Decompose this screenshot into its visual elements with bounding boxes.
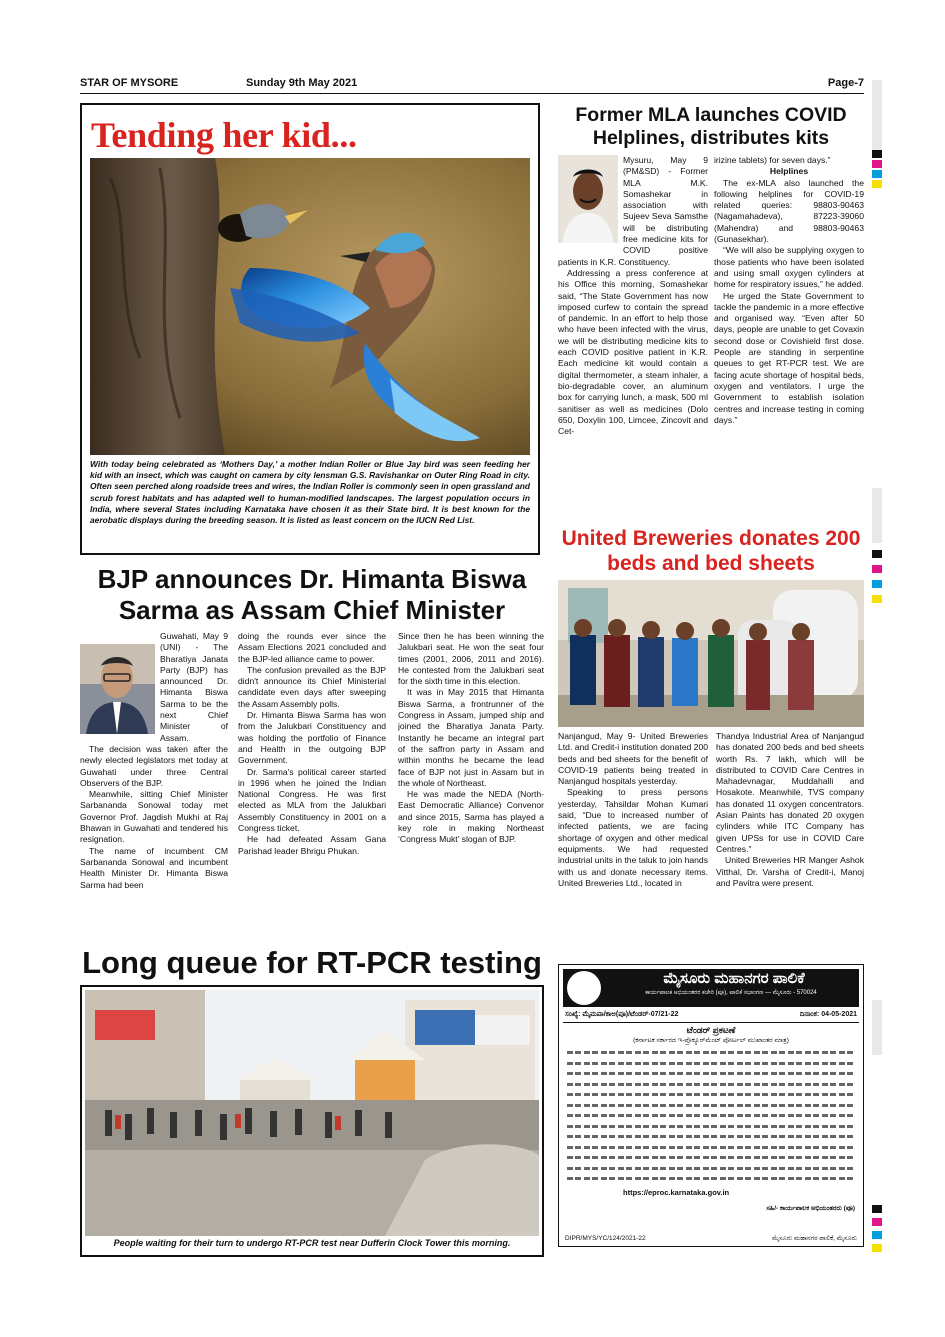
bjp-paragraph: The confusion prevailed as the BJP didn't announce its Chief Ministerial candidate even days after sweeping the Assam Assembly polls. xyxy=(238,664,386,709)
covid-kits-lead: Mysuru, May 9 (PM&SD) - Former MLA M.K. Somashekar in association with Sujeev Seva Samsthe will be distributing free medicine kits for COVID positive patients in K.R. Constituency. xyxy=(558,155,708,267)
covid-kits-paragraph: Addressing a press conference at his Office this morning, Somashekar said, “The State Government has now imposed curfew to contain the spread of pandemic. In an effort to help those who have been infected with the virus, we will be distributing medicine kits to each COVID positive patient in K.R. Each medicine kit would contain a digital thermometer, a steam inhaler, a bio-degradable cover, an aluminum box for carrying lunch, a mask, 500 ml sanitiser as well as medicines (Dolo 650, Doxylin 100, Limcee, Zincovit and Cet- xyxy=(558,267,708,437)
tender-notice-body xyxy=(567,1047,855,1184)
registration-mark-black xyxy=(872,1205,882,1213)
eproc-portal-link[interactable]: https://eproc.karnataka.gov.in xyxy=(623,1188,730,1197)
tender-notice-header xyxy=(563,969,859,1007)
covid-kits-paragraph: “We will also be supplying oxygen to those patients who have been isolated and using small oxygen cylinders at home for respiratory issues,” he added. xyxy=(714,245,864,290)
issue-date: Sunday 9th May 2021 xyxy=(246,77,358,89)
registration-mark-yellow xyxy=(872,595,882,603)
tender-signatory-office: ಮೈಸೂರು ಮಹಾನಗರ ಪಾಲಿಕೆ, ಮೈಸೂರು xyxy=(771,1235,857,1242)
united-breweries-paragraph: United Breweries HR Manger Ashok Vitthal, Dr. Varsha of Credit-i, Manoj and Pavitra were present. xyxy=(716,855,864,888)
rtpcr-photo-feature xyxy=(80,985,544,1257)
registration-bar xyxy=(872,1000,882,1055)
united-breweries-paragraph: Speaking to press persons yesterday, Tahsildar Mohan Kumari said, “Due to increased number of infected patients, we are facing shortage of oxygen and other medical equipments. We had requested industrial units in the taluk to join hands with us and donate necessary items. United Breweries Ltd., located in xyxy=(558,787,708,888)
helplines-paragraph: The ex-MLA also launched the following helplines for COVID-19 related queries: 98803-90463 (Nagamahadeva), 87223-39060 (Mahendra) and 98803-90463 (Gunasekhar). xyxy=(714,177,864,245)
bird-photo-feature xyxy=(80,103,540,555)
bjp-paragraph: Dr. Sarma's political career started in 1996 when he joined the Indian National Congress. He was first elected as MLA from the Jalukbari Assembly Constituency in 2001 on a Congress ticket. xyxy=(238,766,386,834)
united-breweries-column-2 xyxy=(716,731,864,955)
bjp-column-3 xyxy=(398,631,544,940)
registration-mark-black xyxy=(872,550,882,558)
covid-kits-column-2 xyxy=(714,155,864,521)
indian-roller-photo xyxy=(90,158,530,455)
tender-issuer-title: ಮೈಸೂರು ಮಹಾನಗರ ಪಾಲಿಕೆ xyxy=(663,970,805,987)
bjp-headline: BJP announces Dr. Himanta Biswa Sarma as Assam Chief Minister xyxy=(97,564,527,625)
registration-mark-magenta xyxy=(872,1218,882,1226)
helplines-subhead: Helplines xyxy=(769,166,809,177)
registration-bar xyxy=(872,488,882,543)
bjp-column-1 xyxy=(80,631,228,940)
bjp-paragraph: The decision was taken after the newly elected legislators met today at Guwahati under three Central Observers of the BJP. xyxy=(80,743,228,788)
tender-notice-subtitle: (ಕರ್ನಾಟಕ ಸರ್ಕಾರದ ಇ-ಪ್ರೊಕ್ಯೂರ್‌ಮೆಂಟ್ ಪೋರ್ಟಲ್ ಮುಖಾಂತರ ಮಾತ್ರ) xyxy=(633,1037,789,1044)
registration-mark-cyan xyxy=(872,580,882,588)
bjp-paragraph: He had defeated Assam Gana Parishad leader Bhrigu Phukan. xyxy=(238,834,386,856)
tender-notice xyxy=(558,964,864,1247)
dipr-number: DIPR/MYS/YC/124/2021-22 xyxy=(565,1235,646,1242)
tender-date: ದಿನಾಂಕ: 04-05-2021 xyxy=(799,1011,857,1018)
bjp-paragraph: Dr. Himanta Biswa Sarma has won from the Jalukbari Constituency and was holding the portfolio of Finance and Health in the outgoing BJP Government. xyxy=(238,710,386,766)
covid-kits-headline: Former MLA launches COVID Helplines, distributes kits xyxy=(575,104,847,149)
tender-notice-title: ಟೆಂಡರ್ ಪ್ರಕಟಣೆ xyxy=(686,1025,736,1035)
bjp-paragraph: doing the rounds ever since the Assam Elections 2021 concluded and the BJP-led alliance came to power. xyxy=(238,631,386,664)
somashekar-portrait xyxy=(558,155,618,243)
tender-reference-row xyxy=(563,1010,859,1023)
masthead xyxy=(80,76,864,94)
rtpcr-photo-caption: People waiting for their turn to undergo RT-PCR test near Dufferin Clock Tower this morning. xyxy=(113,1238,511,1248)
tender-reference-number: ಸಂಖ್ಯೆ: ಮೈಮಪಾ/ಕಾಅ(ಪೂ)/ಟೆಂಡರ್-07/21-22 xyxy=(565,1011,679,1018)
covid-kits-paragraph: irizine tablets) for seven days.” xyxy=(714,155,831,165)
bird-photo-caption: With today being celebrated as ‘Mothers Day,’ a mother Indian Roller or Blue Jay bird was seen feeding her kid with an insect, which was caught on camera by city lensman G.S. Ravishankar on Outer Ring Road in city. Often seen perched along roadside trees and wires, the Indian Roller is commonly seen in open grassland and scrub forest habitats and has adapted well to human-modified landscapes. The largest population occurs in India, where several States including Karnataka have chosen it as their State bird. It is best known for the aerobatic displays during the breeding season. It is listed as least concern on the IUCN Red List. xyxy=(90,459,530,526)
registration-mark-magenta xyxy=(872,160,882,168)
united-breweries-photo xyxy=(558,580,864,727)
bird-feature-title: Tending her kid... xyxy=(91,115,357,155)
newspaper-name: STAR OF MYSORE xyxy=(80,77,179,89)
covid-kits-paragraph: He urged the State Government to tackle the pandemic in a more effective and organised way. “Even after 50 days, people are unable to get Covaxin second dose or Covishield first dose. People are standing in serpentine queues to get RT-PCR test. We are facing acute shortage of hospital beds, oxygen and ventilators. I urge the Government to establish isolation centres and increase testing in coming days.” xyxy=(714,290,864,425)
bjp-paragraph: It was in May 2015 that Himanta Biswa Sarma, a frontrunner of the Congress in Assam, jumped ship and joined the Bharatiya Janata Party. Instantly he became an integral part of the saffron party in Assam and within months he became the lead face of BJP not just in Assam but in the whole of Northeast. xyxy=(398,687,544,788)
registration-mark-yellow xyxy=(872,1244,882,1252)
page-number: Page-7 xyxy=(827,77,864,89)
rtpcr-headline: Long queue for RT-PCR testing xyxy=(82,945,542,980)
registration-mark-yellow xyxy=(872,180,882,188)
mcc-emblem-icon xyxy=(567,971,601,1005)
bjp-paragraph: Since then he has been winning the Jalukbari seat. He won the seat four times (2001, 2006, 2011 and 2016). He contested from the Jalukbari seat for the sixth time in this election. xyxy=(398,631,544,687)
registration-mark-magenta xyxy=(872,565,882,573)
covid-kits-column-1 xyxy=(558,155,708,521)
himanta-biswa-sarma-portrait xyxy=(80,644,155,734)
bjp-paragraph: He was made the NEDA (North-East Democratic Alliance) Convenor and since 2015, Sarma has played a key role in making Northeast ‘Congress Mukt’ slogan of BJP. xyxy=(398,789,544,845)
united-breweries-lead: Nanjangud, May 9- United Breweries Ltd. and Credit-i institution donated 200 beds and bed sheets for the benefit of COVID-19 patients being treated in Nanjangud hospitals yesterday. xyxy=(558,731,708,787)
bjp-paragraph: Meanwhile, sitting Chief Minister Sarbananda Sonowal today met Governor Prof. Jagdish Mukhi at Raj Bhawan in Guwahati and tendered his resignation. xyxy=(80,789,228,845)
registration-mark-cyan xyxy=(872,1231,882,1239)
united-breweries-headline: United Breweries donates 200 beds and bed sheets xyxy=(561,527,861,575)
bjp-paragraph: The name of incumbent CM Sarbananda Sonowal and incumbent Health Minister Dr. Himanta Biswa Sarma had been xyxy=(80,845,228,890)
bjp-column-2 xyxy=(238,631,386,940)
bjp-lead: Guwahati, May 9 (UNI) - The Bharatiya Janata Party (BJP) has announced Dr. Himanta Biswa Sarma to be the next Chief Minister of Assam. xyxy=(160,631,228,743)
rtpcr-queue-photo xyxy=(85,990,539,1236)
united-breweries-paragraph: Thandya Industrial Area of Nanjangud has donated 200 beds and bed sheets worth Rs. 7 lakh, which will be distributed to COVID Care Centres in Mahadevnagar, Muddahalli and Hosakote. Meanwhile, TVS company has donated 11 oxygen concentrators. Asian Paints has donated 20 oxygen cylinders while ITC Company has given UPSs for use in COVID Care Centres.” xyxy=(716,731,864,854)
tender-signatory: ಸಹಿ/- ಕಾರ್ಯಪಾಲಕ ಅಭಿಯಂತರರು (ಪೂ) xyxy=(766,1205,855,1212)
tender-footer xyxy=(565,1235,857,1243)
tender-issuer-address: ಕಾರ್ಯಪಾಲಕ ಅಭಿಯಂತರರ ಕಚೇರಿ (ಪೂ), ಪಾಲಿಕೆ ಸಭಾಂಗಣ — ಮೈಸೂರು - 570024 xyxy=(645,990,817,996)
united-breweries-column-1 xyxy=(558,731,708,955)
registration-mark-black xyxy=(872,150,882,158)
registration-mark-cyan xyxy=(872,170,882,178)
registration-bar xyxy=(872,80,882,150)
